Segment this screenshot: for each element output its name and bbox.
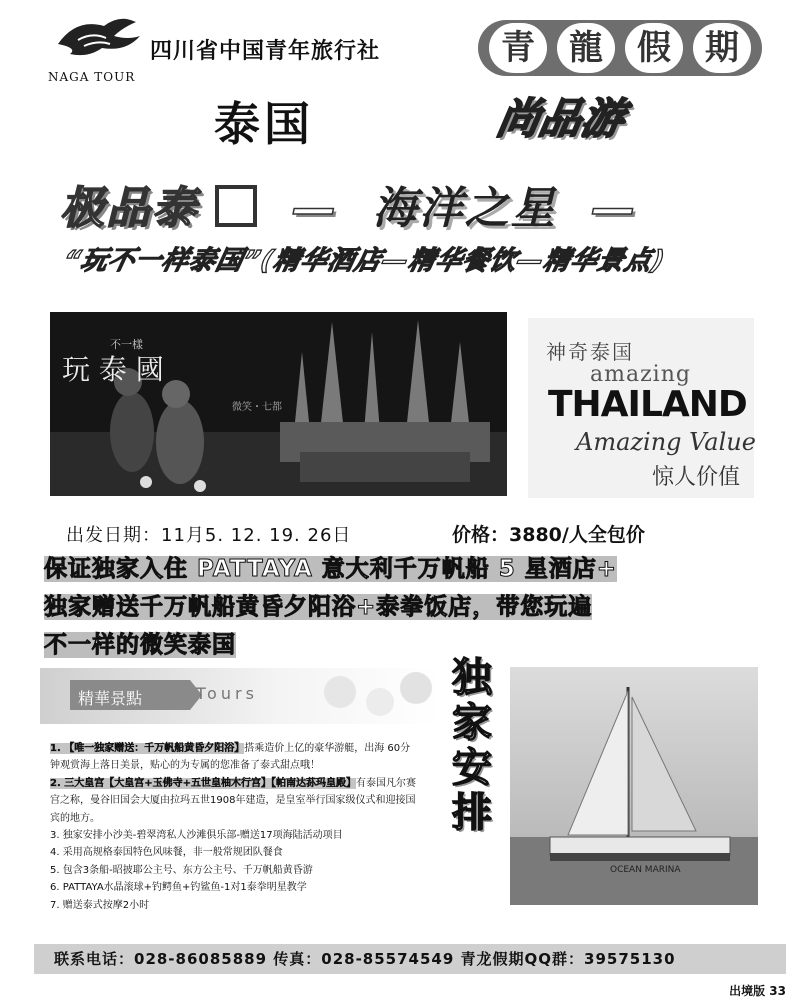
dragon-logo-icon	[48, 10, 148, 66]
amazing-value-cn: 惊人价值	[652, 465, 741, 490]
headline-left: 极品泰	[60, 183, 198, 234]
departure-dates: 出发日期：11月5. 12. 19. 26日	[66, 525, 352, 546]
headline-box	[215, 185, 257, 227]
brand-pill	[478, 20, 762, 76]
headline-dash: —	[274, 183, 356, 234]
list-item: 7. 赠送泰式按摩2小时	[50, 899, 150, 911]
headline-main: 海洋之星	[372, 183, 557, 234]
brand-char: 期	[693, 23, 751, 73]
photo-overlay-note: 微笑・七都	[232, 402, 282, 413]
brand-char: 青	[489, 23, 547, 73]
contact-bar: 联系电话：028-86085889 传真：028-85574549 青龙假期QQ群：39575130	[34, 944, 786, 974]
headline	[60, 172, 637, 236]
amazing-latin: amazing	[590, 362, 691, 387]
photo-overlay-title: 玩 泰 國	[62, 353, 164, 386]
list-item: 3. 独家安排小沙美-碧翠湾私人沙滩俱乐部-赠送17项海陆活动项目	[50, 830, 343, 842]
list-item: 4. 采用高规格泰国特色风味餐，非一般常规团队餐食	[50, 847, 283, 859]
promo-block	[44, 550, 764, 664]
slogan: 尚品游	[493, 94, 628, 143]
headline-dash: —	[573, 183, 638, 234]
list-item: 5. 包含3条船-昭披耶公主号、东方公主号、千万帆船黄昏游	[50, 864, 313, 876]
price: 价格：3880/人全包价	[452, 524, 645, 546]
list-item: 6. PATTAYA水晶滚球+钓鳄鱼+钓鲨鱼-1对1泰拳明星教学	[50, 882, 307, 894]
brand-char: 假	[625, 23, 683, 73]
exclusive-arrangement: 独家安排	[452, 655, 492, 836]
amazing-cn-title: 神奇泰国	[546, 340, 634, 364]
promo-line: 独家赠送千万帆船黄昏夕阳浴+泰拳饭店，带您玩遍	[44, 594, 593, 620]
tours-label: 精華景點	[78, 689, 143, 708]
page-footer: 出境版 33	[729, 984, 786, 998]
country-title: 泰国	[214, 97, 314, 151]
catamaran-photo	[510, 667, 758, 905]
logo-text: NAGA TOUR	[48, 70, 136, 84]
list-item: 1. 【唯一独家赠送：千万帆船黄昏夕阳浴】搭乘造价上亿的豪华游艇，出海 60分钟观赏海上落日美景，贴心的为专属的您准备了泰式甜点哦！	[50, 743, 411, 772]
itinerary-list	[50, 740, 420, 914]
amazing-main: THAILAND	[548, 384, 747, 425]
boat-label: OCEAN MARINA	[610, 865, 681, 875]
agency-name: 四川省中国青年旅行社	[150, 39, 381, 64]
photo-overlay-small: 不一樣	[110, 338, 143, 351]
promo-line: 不一样的微笑泰国	[44, 632, 236, 658]
tours-en: Tours	[196, 684, 258, 703]
promo-line: 保证独家入住 PATTAYA 意大利千万帆船 5 星酒店+	[44, 556, 618, 582]
tagline: “玩不一样泰国”(精华酒店—精华餐饮—精华景点)	[60, 246, 668, 276]
amazing-value: Amazing Value	[576, 428, 756, 456]
brand-char: 龍	[557, 23, 615, 73]
list-item: 2. 三大皇宫【大皇宫+玉佛寺+五世皇柚木行宫】【帕南达荪玛皇殿】有泰国凡尔赛宫之称，曼谷旧国会大厦由拉玛五世1908年建造，是皇室举行国家级仪式和迎接国宾的地方。	[50, 777, 416, 824]
